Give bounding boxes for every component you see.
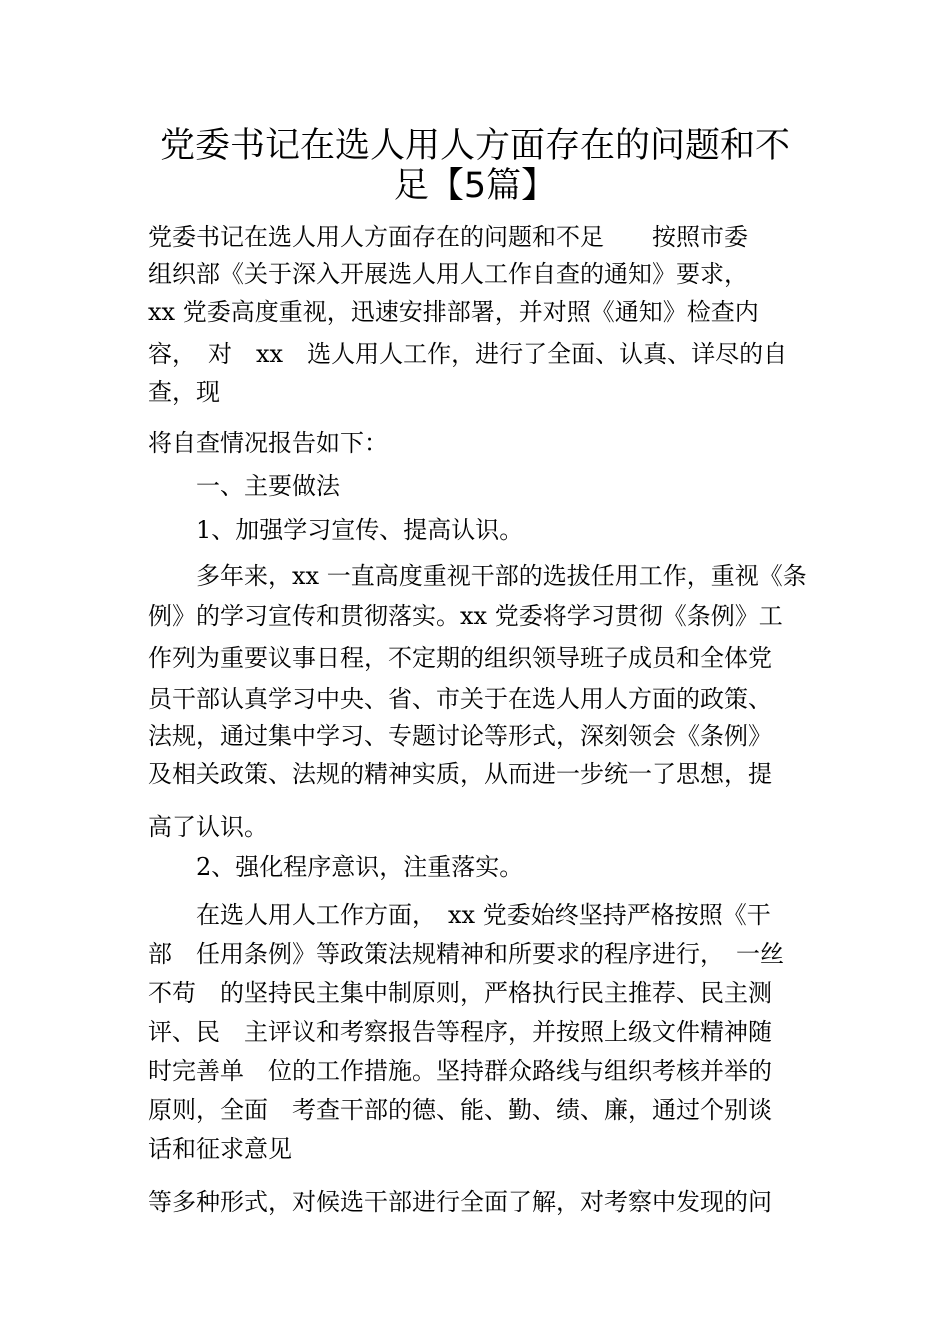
body-line: 等多种形式，对候选干部进行全面了解，对考察中发现的问 xyxy=(148,1188,772,1216)
body-line: 在选人用人工作方面， xx 党委始终坚持严格按照《干 xyxy=(196,901,771,929)
body-line: xx 党委高度重视，迅速安排部署，并对照《通知》检查内 xyxy=(148,298,759,326)
body-line: 查，现 xyxy=(148,378,220,406)
body-line: 例》的学习宣传和贯彻落实。xx 党委将学习贯彻《条例》工 xyxy=(148,602,783,630)
body-line: 部 任用条例》等政策法规精神和所要求的程序进行， 一丝 xyxy=(148,940,784,968)
body-line: 话和征求意见 xyxy=(148,1135,292,1163)
body-line: 员干部认真学习中央、省、市关于在选人用人方面的政策、 xyxy=(148,685,772,713)
body-line: 作列为重要议事日程，不定期的组织领导班子成员和全体党 xyxy=(148,644,772,672)
body-line: 高了认识。 xyxy=(148,813,268,841)
body-line: 容， 对 xx 选人用人工作，进行了全面、认真、详尽的自 xyxy=(148,340,788,368)
body-line: 组织部《关于深入开展选人用人工作自查的通知》要求， xyxy=(148,260,748,288)
subsection-heading: 2、强化程序意识，注重落实。 xyxy=(196,853,524,881)
body-line: 时完善单 位的工作措施。坚持群众路线与组织考核并举的 xyxy=(148,1057,772,1085)
title-line-2: 足【5篇】 xyxy=(393,166,557,206)
document-title xyxy=(120,126,830,206)
subsection-heading: 1、加强学习宣传、提高认识。 xyxy=(196,516,524,544)
body-line: 法规，通过集中学习、专题讨论等形式，深刻领会《条例》 xyxy=(148,722,772,750)
body-line: 党委书记在选人用人方面存在的问题和不足 按照市委 xyxy=(148,223,748,251)
body-line: 及相关政策、法规的精神实质，从而进一步统一了思想，提 xyxy=(148,760,772,788)
body-line: 将自查情况报告如下： xyxy=(148,429,388,457)
body-line: 评、民 主评议和考察报告等程序，并按照上级文件精神随 xyxy=(148,1018,772,1046)
title-line-1: 党委书记在选人用人方面存在的问题和不 xyxy=(159,126,790,166)
body-line: 多年来，xx 一直高度重视干部的选拔任用工作，重视《条 xyxy=(196,562,807,590)
section-heading: 一、主要做法 xyxy=(196,472,340,500)
body-line: 原则，全面 考查干部的德、能、勤、绩、廉，通过个别谈 xyxy=(148,1096,772,1124)
body-line: 不苟 的坚持民主集中制原则，严格执行民主推荐、民主测 xyxy=(148,979,772,1007)
